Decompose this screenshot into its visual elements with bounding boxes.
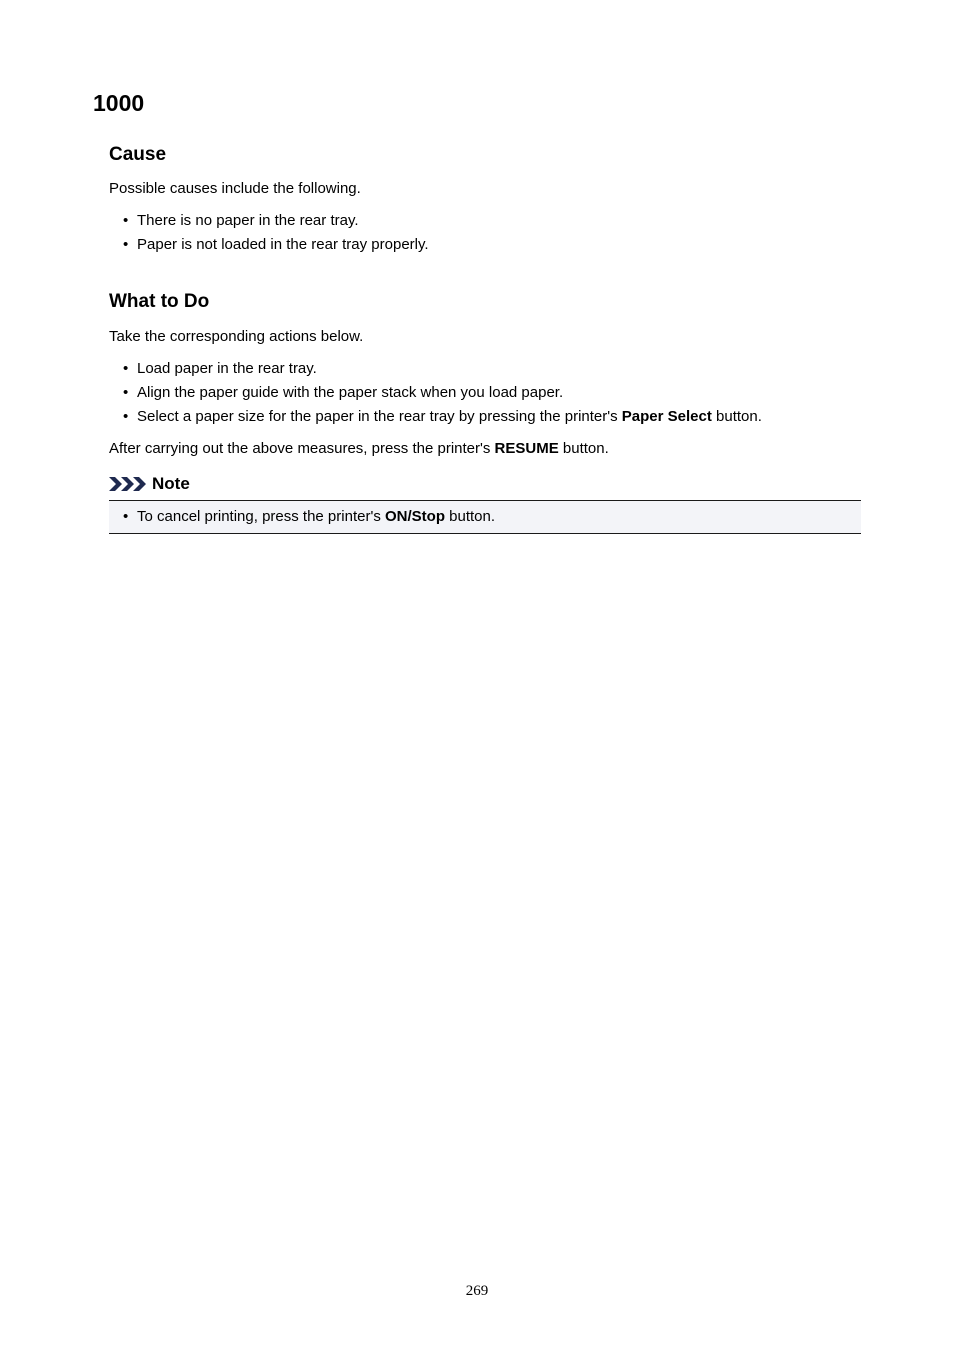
note-box bbox=[109, 500, 861, 534]
para-text: button. bbox=[558, 440, 609, 457]
list-item-text: To cancel printing, press the printer's bbox=[137, 508, 385, 525]
list-item: • There is no paper in the rear tray. bbox=[109, 209, 429, 233]
list-item-text: button. bbox=[711, 408, 762, 425]
cause-heading: Cause bbox=[109, 144, 167, 165]
list-item: • Paper is not loaded in the rear tray properly. bbox=[109, 233, 429, 257]
what-to-do-heading: What to Do bbox=[109, 291, 210, 312]
what-to-do-intro: Take the corresponding actions below. bbox=[109, 328, 364, 345]
cause-list bbox=[109, 209, 429, 257]
page-number: 269 bbox=[465, 1283, 489, 1299]
after-measures-para bbox=[109, 439, 609, 459]
note-header bbox=[109, 472, 190, 496]
what-to-do-list bbox=[109, 357, 762, 429]
list-item bbox=[109, 357, 762, 381]
list-item-text: Select a paper size for the paper in the rear tray by pressing the printer's bbox=[137, 408, 622, 425]
resume-button-name: RESUME bbox=[494, 440, 559, 457]
para-text: After carrying out the above measures, press the printer's bbox=[109, 440, 495, 457]
list-item bbox=[109, 381, 762, 405]
note-label: Note bbox=[152, 474, 190, 493]
page-title: 1000 bbox=[93, 90, 145, 116]
cause-intro: Possible causes include the following. bbox=[109, 180, 361, 197]
list-item bbox=[109, 405, 762, 429]
list-item-text: Load paper in the rear tray. bbox=[137, 360, 317, 377]
list-item-text: Align the paper guide with the paper stack when you load paper. bbox=[137, 384, 564, 401]
note-chevron-icon bbox=[109, 475, 149, 493]
note-list bbox=[109, 505, 495, 529]
paper-select-button-name: Paper Select bbox=[621, 408, 712, 425]
list-item bbox=[109, 505, 495, 529]
list-item-text: button. bbox=[444, 508, 496, 525]
on-stop-button-name: ON/Stop bbox=[384, 508, 445, 525]
